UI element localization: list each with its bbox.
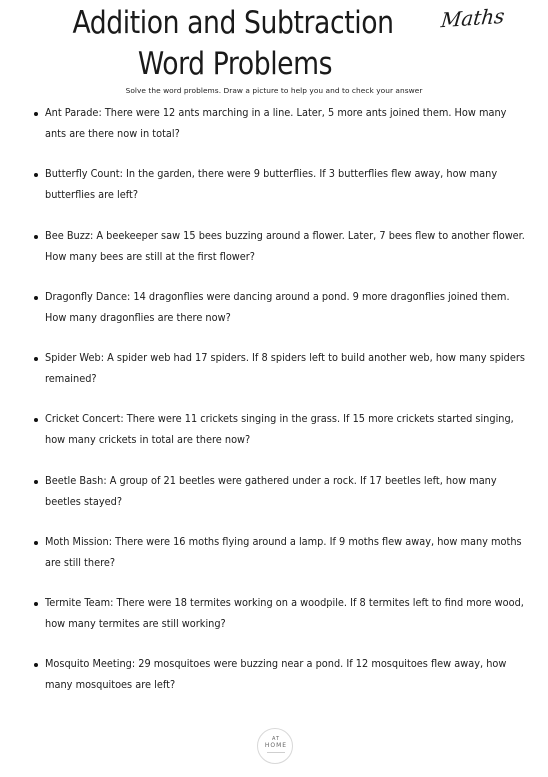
list-item — [24, 532, 536, 574]
list-item — [24, 103, 536, 145]
bullet-icon — [34, 173, 38, 177]
problem-text: Spider Web: A spider web had 17 spiders. If 8 spiders left to build another web, how many spiders remained? — [45, 352, 525, 385]
bullet-icon — [34, 541, 38, 545]
bullet-icon — [34, 418, 38, 422]
list-item — [24, 471, 536, 513]
problem-text: Termite Team: There were 18 termites working on a woodpile. If 8 termites left to find more wood, how many termites are still working? — [45, 597, 524, 630]
bullet-icon — [34, 357, 38, 361]
title-line-2: Word Problems — [137, 46, 333, 82]
logo-text-home: HOME — [264, 742, 288, 749]
problem-text: Beetle Bash: A group of 21 beetles were gathered under a rock. If 17 beetles left, how many beetles stayed? — [45, 475, 497, 508]
bullet-icon — [34, 602, 38, 606]
bullet-icon — [34, 663, 38, 667]
list-item — [24, 348, 536, 390]
bullet-icon — [34, 296, 38, 300]
problem-text: Butterfly Count: In the garden, there were 9 butterflies. If 3 butterflies flew away, how many butterflies are left? — [45, 168, 498, 201]
problem-text: Moth Mission: There were 16 moths flying around a lamp. If 9 moths flew away, how many moths are still there? — [45, 536, 522, 569]
bullet-icon — [34, 112, 38, 116]
problem-text: Cricket Concert: There were 11 crickets singing in the grass. If 15 more crickets started singing, how many crickets in total are there now? — [45, 413, 514, 446]
list-item — [24, 226, 536, 268]
problem-text: Mosquito Meeting: 29 mosquitoes were buzzing near a pond. If 12 mosquitoes flew away, how many mosquitoes are left? — [45, 658, 507, 691]
subject-tag: Maths — [439, 3, 506, 33]
list-item — [24, 287, 536, 329]
logo-text-at: AT — [271, 736, 281, 742]
title-line-1: Addition and Subtraction — [72, 5, 394, 41]
problem-text: Bee Buzz: A beekeeper saw 15 bees buzzing around a flower. Later, 7 bees flew to another flower. How many bees are still at the first flower? — [45, 230, 525, 263]
bullet-icon — [34, 480, 38, 484]
bullet-icon — [34, 235, 38, 239]
instructions: Solve the word problems. Draw a picture to help you and to check your answer — [125, 86, 423, 95]
logo-divider — [267, 752, 285, 753]
problem-text: Ant Parade: There were 12 ants marching in a line. Later, 5 more ants joined them. How many ants are there now in total? — [45, 107, 507, 140]
list-item — [24, 593, 536, 635]
list-item — [24, 164, 536, 206]
list-item — [24, 409, 536, 451]
at-home-logo — [257, 728, 293, 764]
list-item — [24, 654, 536, 696]
problem-text: Dragonfly Dance: 14 dragonflies were dancing around a pond. 9 more dragonflies joined them. How many dragonflies are there now? — [45, 291, 510, 324]
